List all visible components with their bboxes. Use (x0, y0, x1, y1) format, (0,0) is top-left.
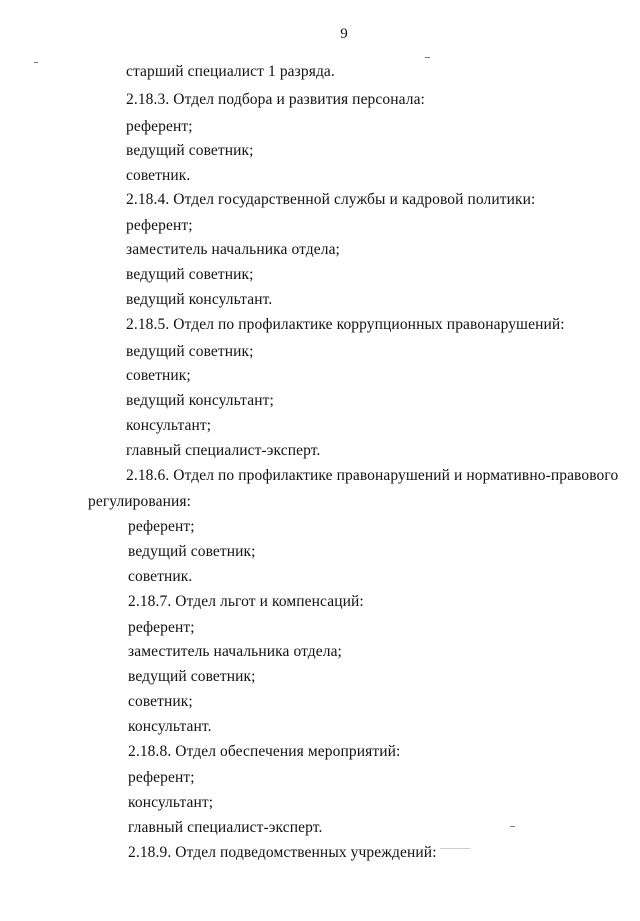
text-line: ведущий советник; (128, 543, 256, 560)
section-heading: 2.18.6. Отдел по профилактике правонарушений и нормативно-правового (126, 467, 619, 484)
section-heading: 2.18.9. Отдел подведомственных учреждений: (128, 844, 437, 861)
text-line: референт; (126, 118, 193, 135)
text-line: референт; (128, 619, 195, 636)
text-line: ведущий советник; (126, 266, 254, 283)
text-line: ведущий советник; (126, 142, 254, 159)
text-line: старший специалист 1 разряда. (126, 63, 335, 80)
text-line: главный специалист-эксперт. (128, 819, 323, 836)
text-line: ведущий консультант; (126, 392, 274, 409)
text-line: главный специалист-эксперт. (126, 442, 321, 459)
section-heading: 2.18.5. Отдел по профилактике коррупционных правонарушений: (126, 316, 565, 333)
text-line: ведущий советник; (128, 668, 256, 685)
text-line: заместитель начальника отдела; (126, 241, 340, 258)
text-line: заместитель начальника отдела; (128, 643, 342, 660)
text-line: консультант. (128, 718, 212, 735)
text-line: советник; (128, 693, 193, 710)
text-line: ведущий консультант. (126, 291, 273, 308)
scan-speck (440, 848, 470, 849)
scan-speck (34, 62, 38, 63)
section-heading: 2.18.4. Отдел государственной службы и кадровой политики: (126, 191, 536, 208)
page-number: 9 (340, 26, 348, 42)
text-line: советник. (128, 568, 193, 585)
text-line: референт; (128, 518, 195, 535)
scan-speck (425, 57, 430, 58)
text-line: консультант; (126, 417, 212, 434)
text-line: советник. (126, 167, 191, 184)
text-line: регулирования: (88, 493, 192, 510)
text-line: ведущий советник; (126, 343, 254, 360)
section-heading: 2.18.7. Отдел льгот и компенсаций: (128, 593, 364, 610)
text-line: референт; (126, 217, 193, 234)
text-line: советник; (126, 367, 191, 384)
text-line: референт; (128, 769, 195, 786)
section-heading: 2.18.8. Отдел обеспечения мероприятий: (128, 743, 401, 760)
scan-speck (510, 826, 515, 827)
section-heading: 2.18.3. Отдел подбора и развития персонала: (126, 91, 425, 108)
text-line: консультант; (128, 794, 214, 811)
